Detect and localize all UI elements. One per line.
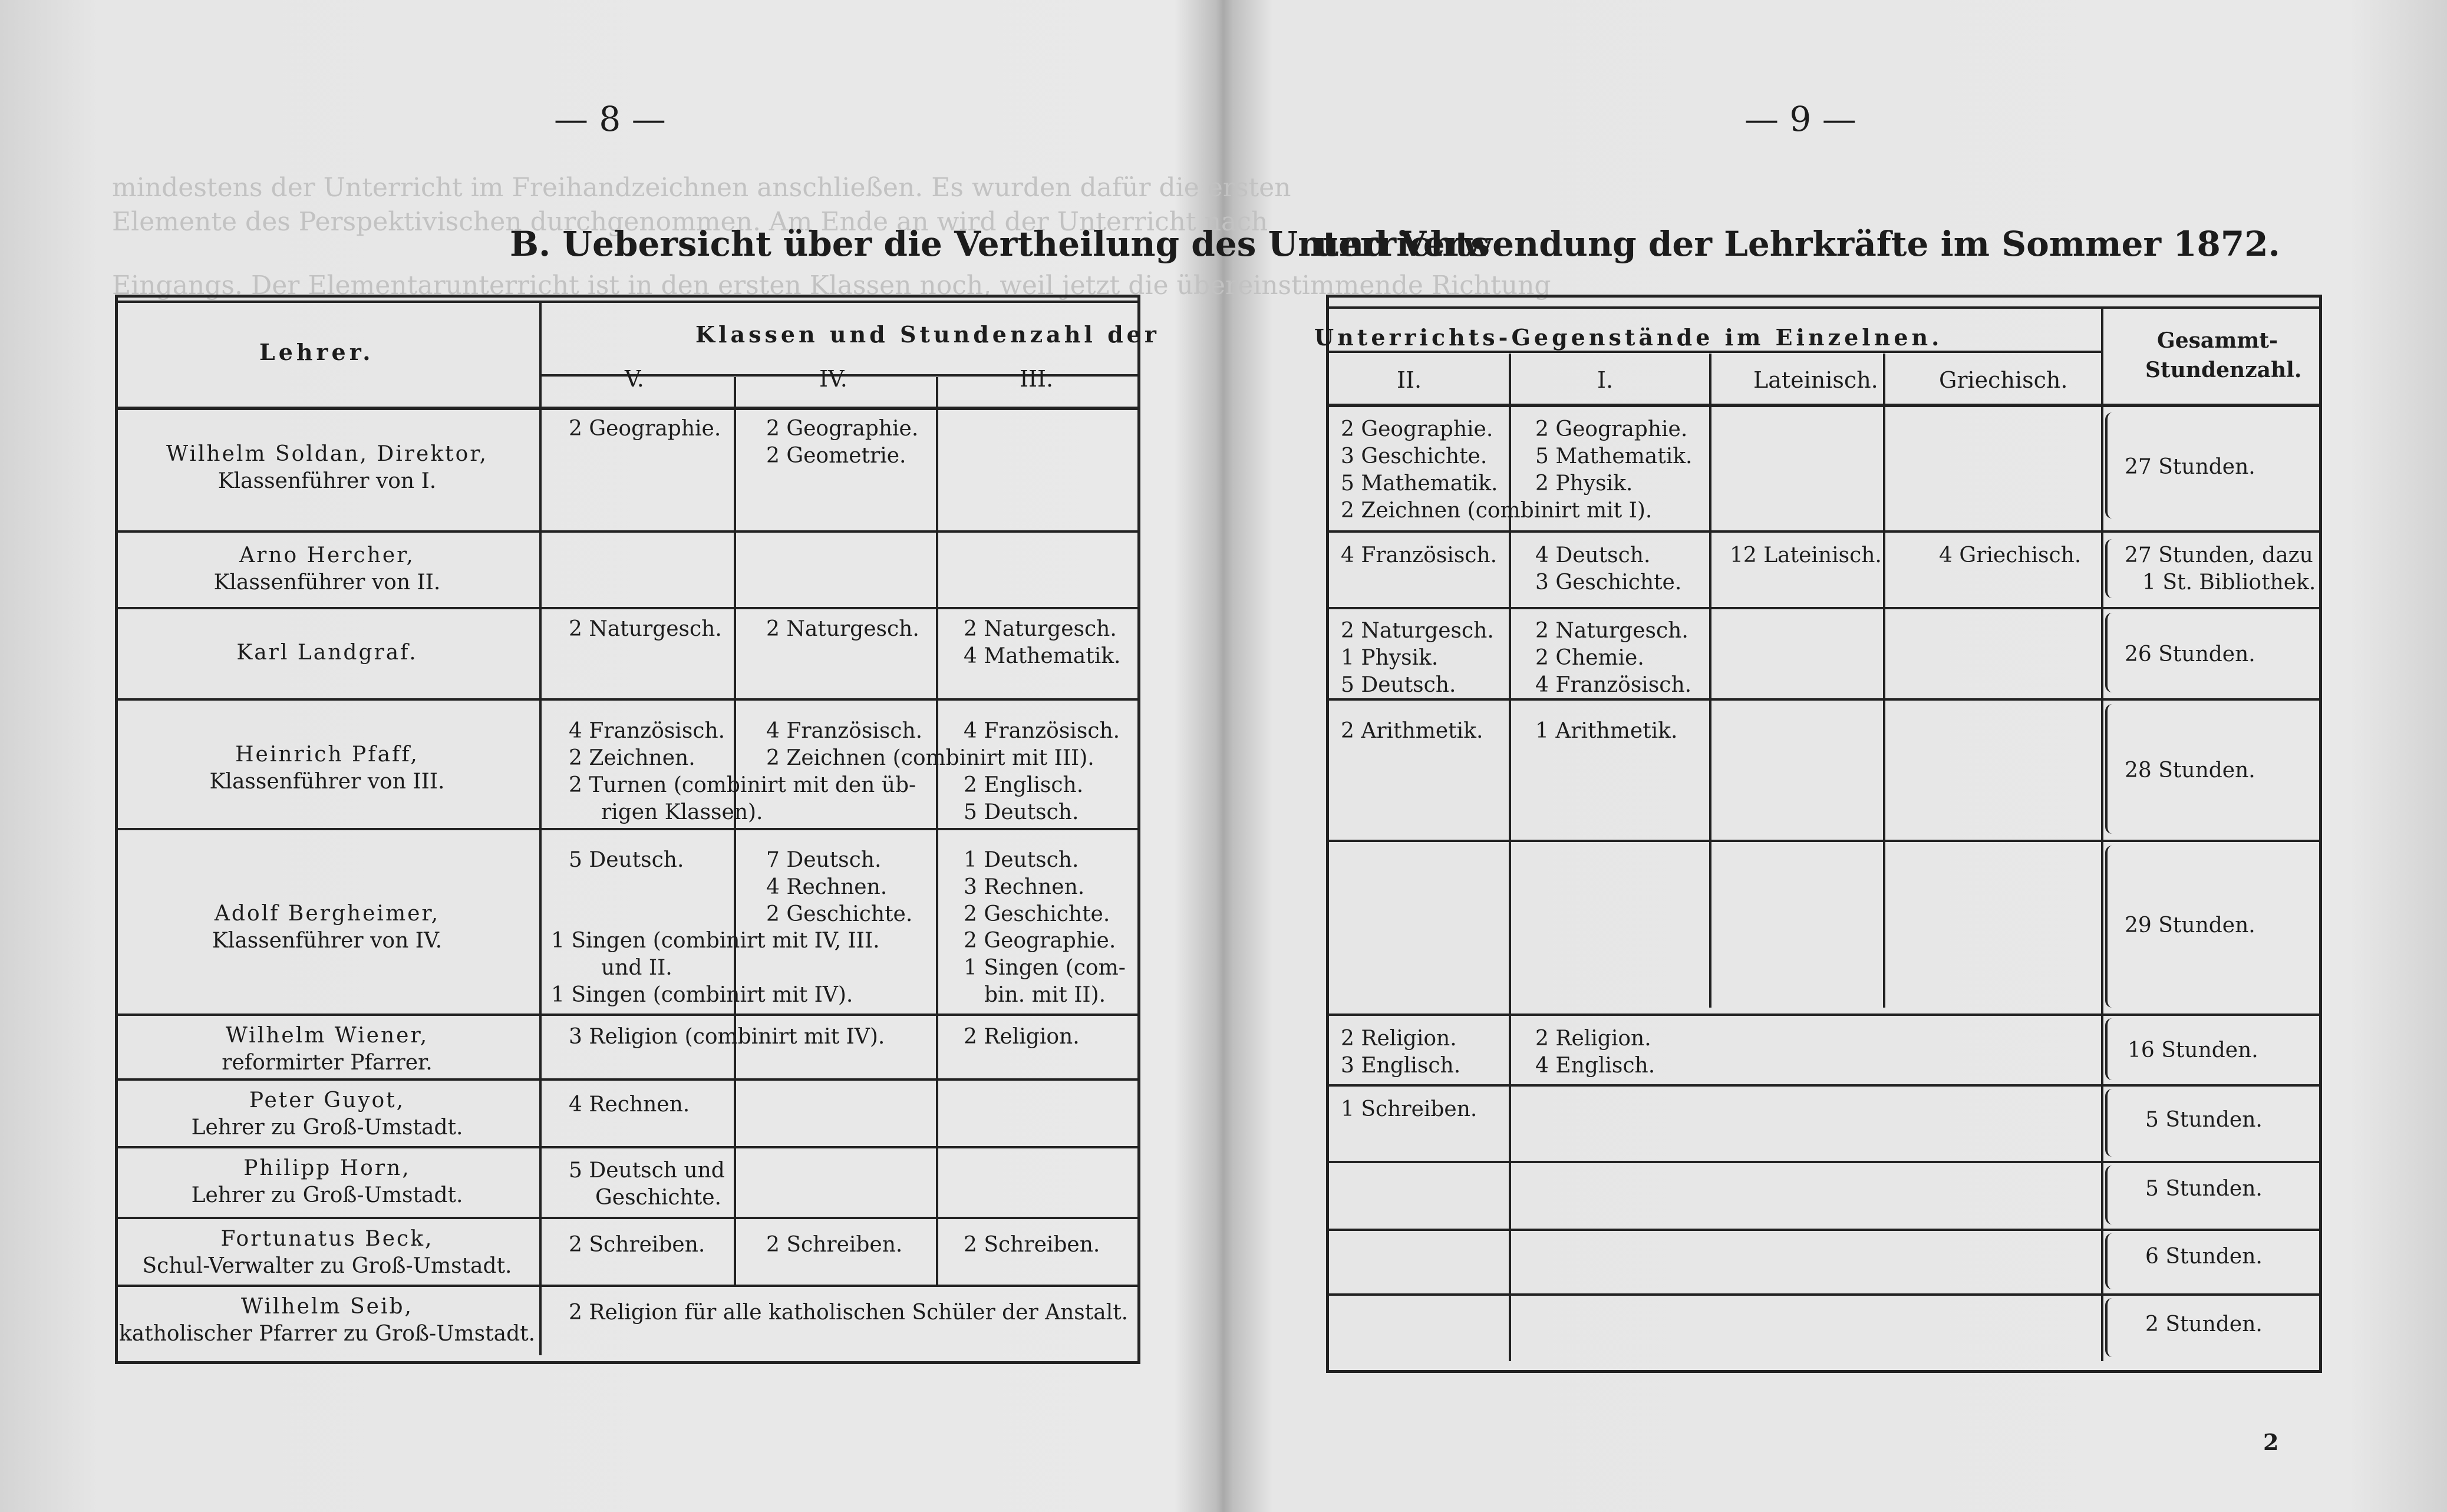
teacher-name: Adolf Bergheimer,: [214, 902, 440, 926]
brace: [2105, 1018, 2120, 1080]
teacher-name: Philipp Horn,: [243, 1156, 411, 1180]
teacher-role: katholischer Pfarrer zu Groß-Umstadt.: [118, 1322, 536, 1346]
lesson-entry: 4 Rechnen.: [569, 1092, 690, 1117]
header-col-iv: IV.: [819, 366, 847, 392]
lesson-entry: 1 Singen (com-: [964, 956, 1126, 980]
bleed-through-line: mindestens der Unterricht im Freihandzeichnen anschließen. Es wurden dafür die ersten: [112, 173, 1291, 203]
total-hours: 27 Stunden, dazu: [2125, 543, 2313, 567]
lesson-entry: 2 Geographie.: [964, 929, 1116, 953]
lesson-entry: 5 Mathematik.: [1341, 471, 1498, 496]
header-col-latin: Lateinisch.: [1753, 367, 1878, 393]
lesson-entry: 1 Schreiben.: [1341, 1097, 1478, 1121]
bleed-through-line: Elemente des Perspektivischen durchgenommen. Am Ende an wird der Unterricht nach: [112, 207, 1268, 237]
lesson-entry: 2 Zeichnen (combinirt mit III).: [766, 746, 1094, 770]
lesson-entry: 4 Französisch.: [1535, 673, 1692, 697]
lesson-entry: 2 Arithmetik.: [1341, 719, 1483, 743]
total-hours: 2 Stunden.: [2145, 1312, 2263, 1336]
teacher-role: Klassenführer von I.: [217, 469, 437, 493]
lesson-entry: 2 Geographie.: [1341, 417, 1493, 441]
total-hours: 5 Stunden.: [2145, 1108, 2263, 1132]
total-hours: 28 Stunden.: [2125, 758, 2255, 783]
total-hours: 5 Stunden.: [2145, 1177, 2263, 1201]
lesson-entry: 1 Singen (combinirt mit IV).: [551, 983, 853, 1007]
lesson-entry: 3 Religion (combinirt mit IV).: [569, 1025, 885, 1049]
teacher-name: Fortunatus Beck,: [220, 1227, 434, 1251]
lesson-entry: 4 Französisch.: [1341, 543, 1498, 567]
header-subjects: Unterrichts-Gegenstände im Einzelnen.: [1314, 324, 1943, 351]
total-hours: 26 Stunden.: [2125, 642, 2255, 666]
lesson-entry-spanning: 2 Religion für alle katholischen Schüler der Anstalt.: [569, 1300, 1129, 1325]
teacher-role: reformirter Pfarrer.: [222, 1051, 433, 1075]
teacher-role: Schul-Verwalter zu Groß-Umstadt.: [142, 1254, 512, 1278]
signature-mark: 2: [2263, 1429, 2279, 1455]
lesson-entry: 1 Deutsch.: [964, 848, 1079, 872]
lesson-entry: 2 Naturgesch.: [1341, 619, 1494, 643]
lesson-entry: 12 Lateinisch.: [1730, 543, 1882, 567]
lesson-entry: bin. mit II).: [984, 983, 1106, 1007]
lesson-entry: 5 Mathematik.: [1535, 444, 1693, 468]
brace: [2105, 1298, 2120, 1357]
lesson-entry: 2 Zeichnen (combinirt mit I).: [1341, 499, 1653, 523]
left-page-number: — 8 —: [554, 99, 666, 139]
lesson-entry: 2 Geometrie.: [766, 444, 906, 468]
teacher-name: Arno Hercher,: [239, 543, 415, 567]
lesson-entry: 5 Deutsch.: [964, 800, 1079, 824]
teacher-role: Lehrer zu Groß-Umstadt.: [191, 1115, 463, 1140]
total-hours: 1 St. Bibliothek.: [2142, 570, 2316, 595]
lesson-entry: 4 Französisch.: [569, 719, 725, 743]
lesson-entry: 1 Arithmetik.: [1535, 719, 1678, 743]
total-hours: 16 Stunden.: [2128, 1038, 2258, 1062]
lesson-entry: 5 Deutsch.: [569, 848, 684, 872]
lesson-entry: 2 Schreiben.: [569, 1233, 705, 1257]
header-col-ii: II.: [1397, 367, 1422, 393]
lesson-entry: rigen Klassen).: [601, 800, 763, 824]
lesson-entry: 7 Deutsch.: [766, 848, 882, 872]
lesson-entry: 4 Französisch.: [964, 719, 1120, 743]
teacher-role: Lehrer zu Groß-Umstadt.: [191, 1183, 463, 1207]
lesson-entry: und II.: [601, 956, 672, 980]
right-page-number: — 9 —: [1744, 99, 1856, 139]
lesson-entry: 2 Schreiben.: [964, 1233, 1100, 1257]
lesson-entry: 3 Rechnen.: [964, 875, 1085, 899]
teacher-name: Wilhelm Soldan, Direktor,: [166, 442, 488, 466]
lesson-entry: 2 Geographie.: [766, 417, 919, 441]
lesson-entry: 2 Geographie.: [569, 417, 721, 441]
lesson-entry: 2 Religion.: [964, 1025, 1080, 1049]
lesson-entry: 2 Schreiben.: [766, 1233, 903, 1257]
lesson-entry: 2 Englisch.: [964, 773, 1084, 797]
lesson-entry: 4 Deutsch.: [1535, 543, 1651, 567]
lesson-entry: 4 Rechnen.: [766, 875, 888, 899]
brace: [2105, 846, 2120, 1008]
lesson-entry: 2 Chemie.: [1535, 646, 1644, 670]
lesson-entry: 2 Turnen (combinirt mit den üb-: [569, 773, 916, 797]
teacher-name: Wilhelm Seib,: [241, 1295, 413, 1319]
teacher-role: Klassenführer von IV.: [212, 929, 443, 953]
lesson-entry: 4 Englisch.: [1535, 1054, 1655, 1078]
lesson-entry: Geschichte.: [595, 1186, 721, 1210]
header-total: Gesammt-: [2157, 328, 2278, 353]
lesson-entry: 4 Französisch.: [766, 719, 923, 743]
teacher-role: Klassenführer von II.: [213, 570, 441, 595]
header-teacher: Lehrer.: [259, 339, 374, 365]
brace: [2105, 704, 2120, 834]
total-hours: 6 Stunden.: [2145, 1244, 2263, 1269]
lesson-entry: 3 Geschichte.: [1341, 444, 1488, 468]
lesson-entry: 2 Geschichte.: [766, 902, 913, 926]
teacher-name: Peter Guyot,: [249, 1088, 405, 1112]
lesson-entry: 5 Deutsch und: [569, 1158, 725, 1183]
lesson-entry: 3 Englisch.: [1341, 1054, 1461, 1078]
teacher-name: Heinrich Pfaff,: [235, 742, 419, 767]
lesson-entry: 2 Physik.: [1535, 471, 1633, 496]
right-page-heading: und Verwendung der Lehrkräfte im Sommer 1872.: [1314, 224, 2280, 264]
brace: [2105, 539, 2120, 598]
lesson-entry: 4 Griechisch.: [1939, 543, 2082, 567]
lesson-entry: 1 Singen (combinirt mit IV, III.: [551, 929, 880, 953]
lesson-entry: 2 Naturgesch.: [964, 617, 1117, 641]
total-hours: 29 Stunden.: [2125, 913, 2255, 937]
header-col-v: V.: [625, 366, 644, 392]
header-col-iii: III.: [1020, 366, 1054, 392]
header-col-greek: Griechisch.: [1939, 367, 2068, 393]
header-col-i: I.: [1597, 367, 1614, 393]
header-classes: Klassen und Stundenzahl der: [695, 321, 1160, 348]
lesson-entry: 2 Naturgesch.: [1535, 619, 1689, 643]
lesson-entry: 2 Zeichnen.: [569, 746, 695, 770]
lesson-entry: 4 Mathematik.: [964, 644, 1121, 668]
brace: [2105, 412, 2120, 519]
lesson-entry: 2 Naturgesch.: [766, 617, 919, 641]
left-page-heading: B. Uebersicht über die Vertheilung des Unterrichts: [510, 224, 1490, 264]
lesson-entry: 2 Religion.: [1341, 1026, 1457, 1051]
lesson-entry: 1 Physik.: [1341, 646, 1439, 670]
teacher-role: Klassenführer von III.: [209, 770, 445, 794]
lesson-entry: 3 Geschichte.: [1535, 570, 1682, 595]
brace: [2105, 613, 2120, 692]
teacher-name: Karl Landgraf.: [236, 641, 418, 665]
lesson-entry: 2 Geographie.: [1535, 417, 1688, 441]
lesson-entry: 2 Religion.: [1535, 1026, 1651, 1051]
brace: [2105, 1089, 2120, 1157]
teacher-name: Wilhelm Wiener,: [225, 1024, 429, 1048]
lesson-entry: 5 Deutsch.: [1341, 673, 1456, 697]
total-hours: 27 Stunden.: [2125, 455, 2255, 479]
bleed-through-line: Eingangs. Der Elementarunterricht ist in den ersten Klassen noch, weil jetzt die übereinstimmende Richtung: [112, 270, 1551, 301]
header-total-line2: Stundenzahl.: [2145, 358, 2302, 382]
lesson-entry: 2 Naturgesch.: [569, 617, 722, 641]
brace: [2105, 1233, 2120, 1289]
lesson-entry: 2 Geschichte.: [964, 902, 1110, 926]
brace: [2105, 1166, 2120, 1224]
